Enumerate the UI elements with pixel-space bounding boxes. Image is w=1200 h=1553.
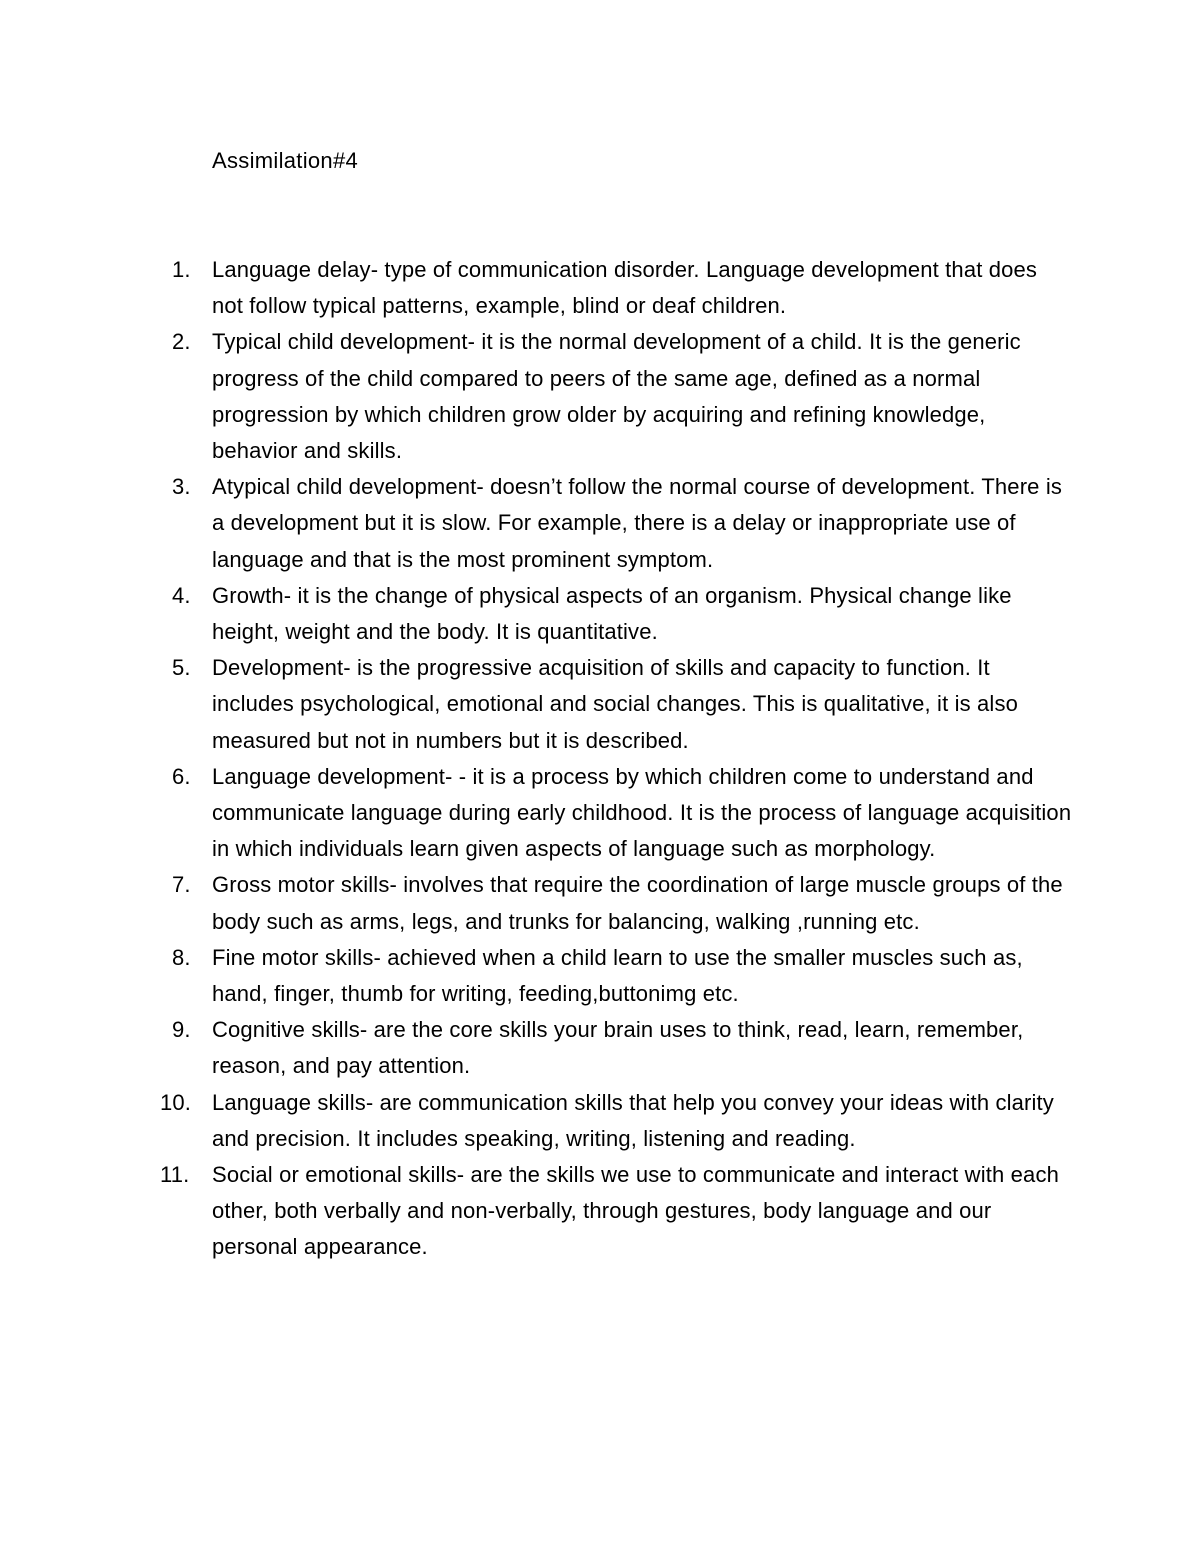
list-item xyxy=(0,1157,1072,1266)
list-item-number: 10. xyxy=(160,1089,192,1115)
list-item-text: Gross motor skills- involves that require the coordination of large muscle groups of the body such as arms, legs, and trunks for balancing, walking ,running etc. xyxy=(212,872,1063,934)
list-item xyxy=(0,1085,1072,1157)
list-item-text: Cognitive skills- are the core skills your brain uses to think, read, learn, remember, reason, and pay attention. xyxy=(212,1017,1024,1079)
list-item-number: 5. xyxy=(172,655,191,681)
list-item-text: Typical child development- it is the normal development of a child. It is the generic progress of the child compared to peers of the same age, defined as a normal progression by which children grow older by acquiring and refining knowledge, behavior and skills. xyxy=(212,329,1021,464)
list-item-text: Fine motor skills- achieved when a child learn to use the smaller muscles such as, hand, finger, thumb for writing, feeding,buttonimg etc. xyxy=(212,944,1023,1007)
list-item-number: 9. xyxy=(172,1017,191,1043)
list-item-text: Language development- - it is a process by which children come to understand and communicate language during early childhood. It is the process of language acquisition in which individuals learn given aspects of language such as morphology. xyxy=(212,763,1072,862)
list-item xyxy=(0,867,1072,939)
list-item xyxy=(0,759,1072,868)
list-item xyxy=(0,650,1072,759)
list-item-number: 1. xyxy=(172,257,191,282)
list-item-number: 6. xyxy=(172,763,191,789)
list-item-text: Development- is the progressive acquisition of skills and capacity to function. It includes psychological, emotional and social changes. This is qualitative, it is also measured but not in numbers but it is described. xyxy=(212,655,1018,753)
list-item-text: Growth- it is the change of physical aspects of an organism. Physical change like height, weight and the body. It is quantitative. xyxy=(212,582,1012,645)
list-item-number: 8. xyxy=(172,944,191,970)
list-item xyxy=(0,578,1072,650)
list-item-number: 7. xyxy=(172,872,191,898)
definition-list xyxy=(0,252,1200,1266)
list-item xyxy=(0,940,1072,1012)
list-item-text: Atypical child development- doesn’t follow the normal course of development. There is a development but it is slow. For example, there is a delay or inappropriate use of language and that is the most prominent symptom. xyxy=(212,474,1063,572)
list-item xyxy=(0,252,1072,324)
list-item xyxy=(0,469,1072,578)
list-item-number: 2. xyxy=(172,329,191,355)
list-item-number: 3. xyxy=(172,474,191,500)
list-item-number: 4. xyxy=(172,582,191,608)
list-item-text: Social or emotional skills- are the skills we use to communicate and interact with each other, both verbally and non-verbally, through gestures, body language and our personal appearance. xyxy=(212,1162,1059,1260)
list-item-text: Language delay- type of communication disorder. Language development that does not follow typical patterns, example, blind or deaf children. xyxy=(212,257,1038,319)
list-item-text: Language skills- are communication skills that help you convey your ideas with clarity and precision. It includes speaking, writing, listening and reading. xyxy=(212,1089,1054,1151)
document-title: Assimilation#4 xyxy=(212,148,359,173)
list-item-number: 11. xyxy=(160,1162,190,1188)
list-item xyxy=(0,324,1072,469)
list-item xyxy=(0,1012,1072,1084)
